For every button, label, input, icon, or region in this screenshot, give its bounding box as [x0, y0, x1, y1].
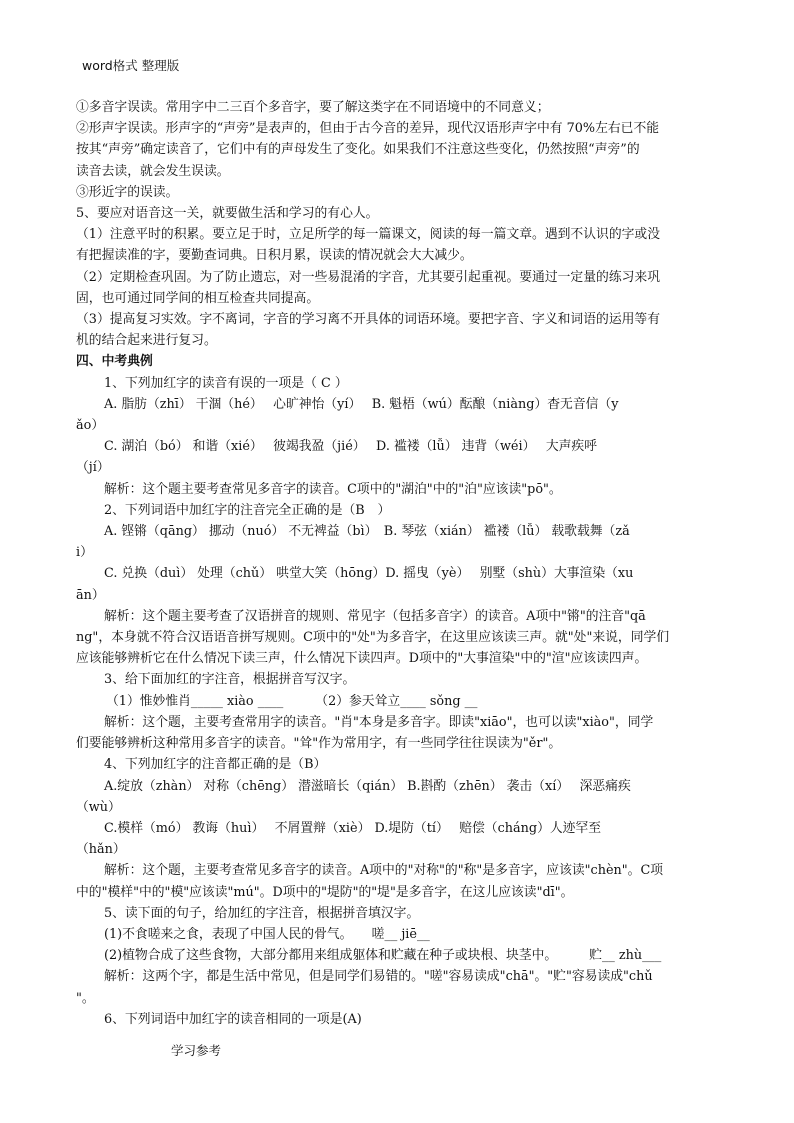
text-line: 解析：这两个字，都是生活中常见，但是同学们易错的。"嗟"容易读成"chā"。"贮"容易读成"chǔ [104, 969, 653, 985]
text-line: 固，也可通过同学间的相互检查共同提高。 [76, 290, 320, 306]
page-footer: 学习参考 [171, 1043, 222, 1058]
text-line: 3、给下面加红的字注音，根据拼音写汉字。 [104, 672, 356, 688]
text-line: (1)不食嗟来之食，表现了中国人民的骨气。 嗟__ jiē__ [104, 926, 430, 942]
text-line: A.绽放（zhàn） 对称（chēng） 潜滋暗长（qián） B.斟酌（zhēn） 袭击（xí） 深恶痛疾 [104, 778, 631, 794]
text-line: （1）注意平时的积累。要立足于时，立足所学的每一篇课文，阅读的每一篇文章。遇到不认识的字或没 [76, 227, 661, 243]
text-line: ng"，本身就不符合汉语语音拼写规则。C项中的"处"为多音字，在这里应该读三声。就"处"来说，同学们 [76, 630, 670, 646]
text-line: i） [76, 545, 93, 561]
text-line: 机的结合起来进行复习。 [76, 333, 217, 349]
text-line: ②形声字误读。形声字的“声旁”是表声的，但由于古今音的差异，现代汉语形声字中有 70%左右已不能 [76, 121, 660, 137]
text-line: C. 湖泊（bó） 和谐（xié） 彼竭我盈（jié） D. 褴褛（lǚ） 违背（wéi） 大声疾呼 [104, 439, 598, 455]
text-line: 读音去读，就会发生误读。 [76, 163, 230, 179]
text-line: （wù） [76, 799, 121, 815]
text-line: ①多音字误读。常用字中二三百个多音字，要了解这类字在不同语境中的不同意义； [76, 100, 550, 115]
text-line: （2）定期检查巩固。为了防止遗忘，对一些易混淆的字音，尤其要引起重视。要通过一定量的练习来巩 [76, 269, 661, 285]
text-line: ǎo） [76, 418, 105, 434]
text-line: C.模样（mó） 教诲（huì） 不屑置辩（xiè） D.堤防（tí） 赔偿（cháng）人迹罕至 [104, 820, 602, 836]
text-line: （jí） [76, 460, 110, 476]
text-line: 解析：这个题主要考查常见多音字的读音。C项中的"湖泊"中的"泊"应该读"pō"。 [104, 481, 562, 497]
text-line: 解析：这个题，主要考查常用字的读音。"肖"本身是多音字。即读"xiāo"，也可以读"xiào"，同学 [104, 714, 654, 730]
text-line: A. 铿锵（qāng） 挪动（nuó） 不无裨益（bì） B. 琴弦（xián） 褴褛（lǚ） 载歌载舞（zǎ [104, 524, 630, 540]
text-line: （3）提高复习实效。字不离词，字音的学习离不开具体的词语环境。要把字音、字义和词语的运用等有 [76, 312, 661, 328]
text-line: 6、下列词语中加红字的读音相同的一项是(A) [104, 1011, 362, 1027]
text-line: 解析：这个题主要考查了汉语拼音的规则、常见字（包括多音字）的读音。A项中"锵"的注音"qā [104, 608, 646, 624]
section-heading: 四、中考典例 [76, 354, 153, 370]
text-line: 按其“声旁”确定读音了，它们中有的声母发生了变化。如果我们不注意这些变化，仍然按照“声旁”的 [76, 142, 640, 158]
text-line: A. 脂肪（zhī） 干涸（hé） 心旷神怡（yí） B. 魁梧（wú）酝酿（niàng）杳无音信（y [104, 396, 619, 412]
text-line: 5、读下面的句子，给加红的字注音，根据拼音填汉字。 [104, 905, 420, 921]
text-line: C. 兑换（duì） 处理（chǔ） 哄堂大笑（hōng）D. 摇曳（yè） 别墅（shù）大事渲染（xu [104, 566, 634, 582]
text-line: 4、下列加红字的注音都正确的是（B） [104, 757, 327, 773]
text-line: （1）惟妙惟肖_____ xiào ____ （2）参天耸立____ sǒng __ [106, 693, 478, 709]
text-line: "。 [76, 990, 95, 1006]
text-line: 解析：这个题，主要考查常见多音字的读音。A项中的"对称"的"称"是多音字，应该读"chèn"。C项 [104, 863, 664, 879]
text-line: 有把握读准的字，要勤查词典。日积月累，误读的情况就会大大减少。 [76, 248, 473, 264]
text-line: (2)植物合成了这些食物，大部分都用来组成躯体和贮藏在种子或块根、块茎中。 贮__ zhù___ [104, 948, 662, 964]
text-line: 应该能够辨析它在什么情况下读三声，什么情况下读四声。D项中的"大事渲染"中的"渲"应该读四声。 [76, 651, 648, 667]
text-line: ān） [76, 587, 105, 603]
text-line: 5、要应对语音这一关，就要做生活和学习的有心人。 [76, 206, 379, 222]
text-line: 们要能够辨析这种常用多音字的读音。"耸"作为常用字，有一些同学往往误读为"ěr"。 [76, 736, 562, 752]
text-line: 2、下列词语中加红字的注音完全正确的是（B ） [104, 502, 391, 518]
text-line: 中的"模样"中的"模"应该读"mú"。D项中的"堤防"的"堤"是多音字，在这儿应该读"dī"。 [76, 884, 574, 900]
text-line: （hǎn） [76, 842, 126, 858]
page-header: word格式 整理版 [82, 58, 180, 73]
document-body [76, 97, 726, 1030]
text-line: 1、下列加红字的读音有误的一项是（ C ） [104, 375, 348, 391]
text-line: ③形近字的误读。 [76, 184, 179, 200]
